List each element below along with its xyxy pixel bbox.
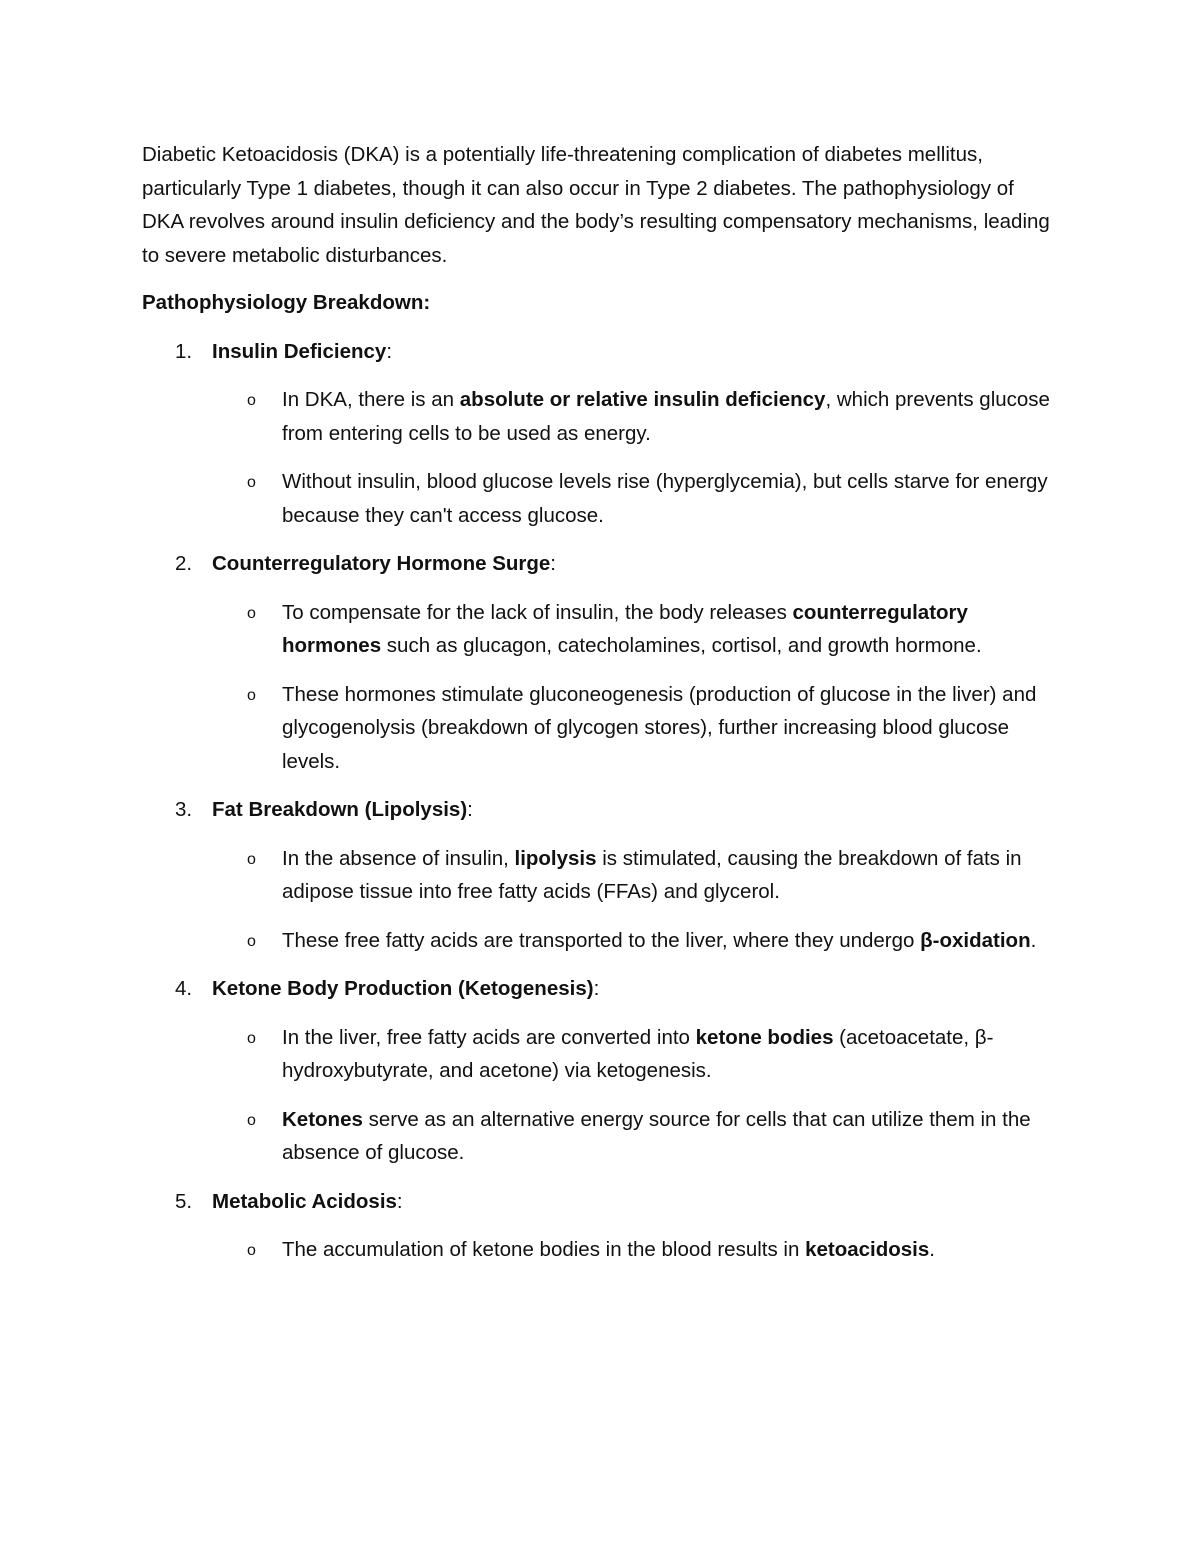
bullet-item <box>142 596 1052 663</box>
section-counterregulatory-hormone-surge <box>142 547 1052 778</box>
bullet-text: These free fatty acids are transported to the liver, where they undergo <box>282 928 921 952</box>
section-title <box>142 793 1052 827</box>
bullet-marker: o <box>247 686 256 704</box>
bullet-text-end: , which prevents glucose from entering cells to be used as energy. <box>282 388 1050 445</box>
section-fat-breakdown <box>142 793 1052 957</box>
bullet-text-end: . <box>929 1238 935 1261</box>
section-title <box>142 335 1052 369</box>
section-title-text: Metabolic Acidosis <box>212 1189 397 1213</box>
bullet-text: In the absence of insulin, <box>282 846 515 870</box>
bullet-marker: o <box>247 474 256 491</box>
bullet-bold-text: ketoacidosis <box>805 1238 930 1261</box>
bullet-text-end: such as glucagon, catecholamines, cortisol, and growth hormone. <box>381 634 982 657</box>
section-title-text: Ketone Body Production (Ketogenesis) <box>212 977 594 1000</box>
section-metabolic-acidosis <box>142 1185 1052 1267</box>
bullet-marker: o <box>247 932 256 950</box>
bullet-item <box>142 383 1052 450</box>
bullet-item <box>142 842 1052 909</box>
bullet-text-end: . <box>1030 928 1037 952</box>
section-number: 5. <box>175 1189 193 1213</box>
bullet-text-end: serve as an alternative energy source for cells that can utilize them in the absence of glucose. <box>282 1107 1031 1164</box>
section-title-suffix: : <box>550 552 556 575</box>
bullet-marker: o <box>247 850 256 868</box>
bullet-item <box>142 1233 1052 1267</box>
section-title <box>142 972 1052 1006</box>
bullet-item <box>142 465 1052 532</box>
bullet-bold-text: absolute or relative insulin deficiency <box>459 388 826 411</box>
bullet-text: Without insulin, blood glucose levels rise (hyperglycemia), but cells starve for energy because they can't access glucose. <box>282 470 1048 527</box>
section-number: 2. <box>175 552 193 575</box>
bullet-marker: o <box>247 1111 256 1129</box>
bullet-item <box>142 1021 1052 1088</box>
section-title-text: Insulin Deficiency <box>212 339 387 363</box>
document-page <box>142 138 1052 1282</box>
section-title-suffix: : <box>386 339 393 363</box>
bullet-text: To compensate for the lack of insulin, the body releases <box>282 600 793 624</box>
section-ketone-body-production <box>142 972 1052 1170</box>
bullet-marker: o <box>247 1029 256 1047</box>
section-title <box>142 1185 1052 1219</box>
bullet-item <box>142 678 1052 779</box>
bullet-item <box>142 1103 1052 1170</box>
bullet-text-end: (acetoacetate, β-hydroxybutyrate, and acetone) via ketogenesis. <box>282 1025 994 1082</box>
section-title-suffix: : <box>593 977 600 1000</box>
bullet-bold-text: counterregulatory hormones <box>282 600 968 657</box>
bullet-bold-text: lipolysis <box>514 846 597 870</box>
bullet-item <box>142 924 1052 958</box>
bullet-text: The accumulation of ketone bodies in the blood results in <box>282 1238 806 1261</box>
bullet-marker: o <box>247 1242 256 1259</box>
section-number: 1. <box>175 339 193 363</box>
bullet-text: In the liver, free fatty acids are converted into <box>282 1025 696 1049</box>
section-number: 4. <box>175 977 193 1000</box>
intro-paragraph: Diabetic Ketoacidosis (DKA) is a potentially life-threatening complication of diabetes mellitus, particularly Type 1 diabetes, though it can also occur in Type 2 diabetes. The pathophysiology of DKA revolves around insulin deficiency and the body’s resulting compensatory mechanisms, leading to severe metabolic disturbances. <box>142 143 1050 267</box>
section-title <box>142 547 1052 581</box>
bullet-marker: o <box>247 392 256 409</box>
section-title-suffix: : <box>396 1189 403 1213</box>
bullet-marker: o <box>247 604 256 622</box>
section-heading: Pathophysiology Breakdown: <box>142 291 431 314</box>
bullet-bold-text: β-oxidation <box>920 928 1031 952</box>
bullet-text-end: is stimulated, causing the breakdown of fats in adipose tissue into free fatty acids (FFAs) and glycerol. <box>282 846 1022 903</box>
section-number: 3. <box>175 798 193 821</box>
section-title-suffix: : <box>467 798 473 821</box>
bullet-text: In DKA, there is an <box>282 388 460 411</box>
section-insulin-deficiency <box>142 335 1052 533</box>
bullet-bold-text: Ketones <box>282 1107 363 1131</box>
section-title-text: Counterregulatory Hormone Surge <box>212 552 551 575</box>
section-title-text: Fat Breakdown (Lipolysis) <box>212 798 468 821</box>
bullet-text: These hormones stimulate gluconeogenesis (production of glucose in the liver) and glycogenolysis (breakdown of glycogen stores), further increasing blood glucose levels. <box>282 682 1037 773</box>
bullet-bold-text: ketone bodies <box>695 1025 834 1049</box>
